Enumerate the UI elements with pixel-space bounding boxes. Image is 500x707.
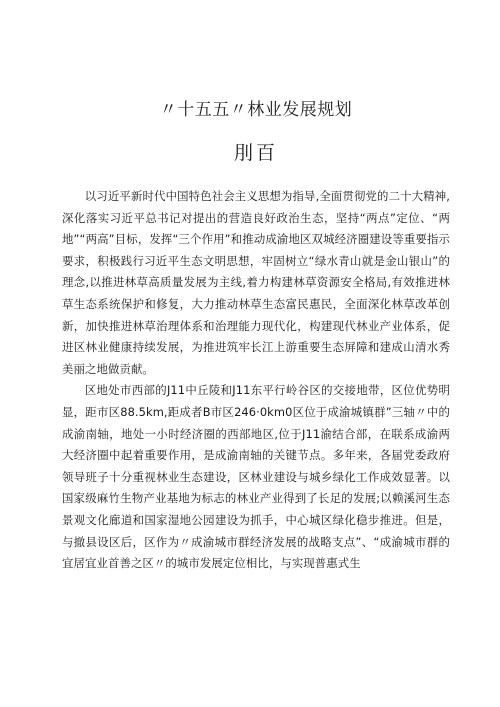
document-subtitle: 刖百: [233, 142, 278, 164]
paragraph-guiding-principles: 以习近平新时代中国特色社会主义思想为指导,全面贯彻党的二十大精神,深化落实习近平总书记对提出的营造良好政治生态，坚持“两点”定位、“两地”“两高”目标，发挥“三个作用”和推动成渝地区双城经济圈建设等重要指示要求，积极践行习近平生态文明思想，牢固树立“绿水青山就是金山银山”的理念,以推进林草高质量发展为主线,着力构建林草资源安全格局,有效推进林草生态系统保护和修复，大力推动林草生态富民惠民，全面深化林草改革创新，加快推进林草治理体系和治理能力现代化，构建现代林业产业体系，促进区林业健康持续发展，为推进筑牢长江上游重要生态屏障和建成山清水秀美丽之地做贡献。: [62, 189, 450, 376]
document-title: 〃十五五〃林业发展规划: [159, 100, 353, 120]
document-body: [62, 186, 450, 575]
paragraph-regional-overview: 区地处市西部的J11中丘陵和J11东平行岭谷区的交接地带，区位优势明显，距市区88.5km,距成者B市区246·0km0区位于成渝城镇群”三轴〃中的成渝南轴，地处一小时经济圈的西部地区,位于J11渝结合部，在联系成渝两大经济圈中起着重要作用，是成渝南轴的关键节点。多年来，各届党委政府领导班子十分重视林业生态建设，区林业建设与城乡绿化工作成效显著。以国家级麻竹生物产业基地为标志的林业产业得到了长足的发展;以赖溪河生态景观文化廊道和国家湿地公园建设为抓手，中心城区绿化稳步推进。但是，与撤县设区后，区作为〃成渝城市群经济发展的战略支点”、“成渝城市群的宜居宜业首善之区〃的城市发展定位相比，与实现普惠式生: [62, 383, 450, 571]
